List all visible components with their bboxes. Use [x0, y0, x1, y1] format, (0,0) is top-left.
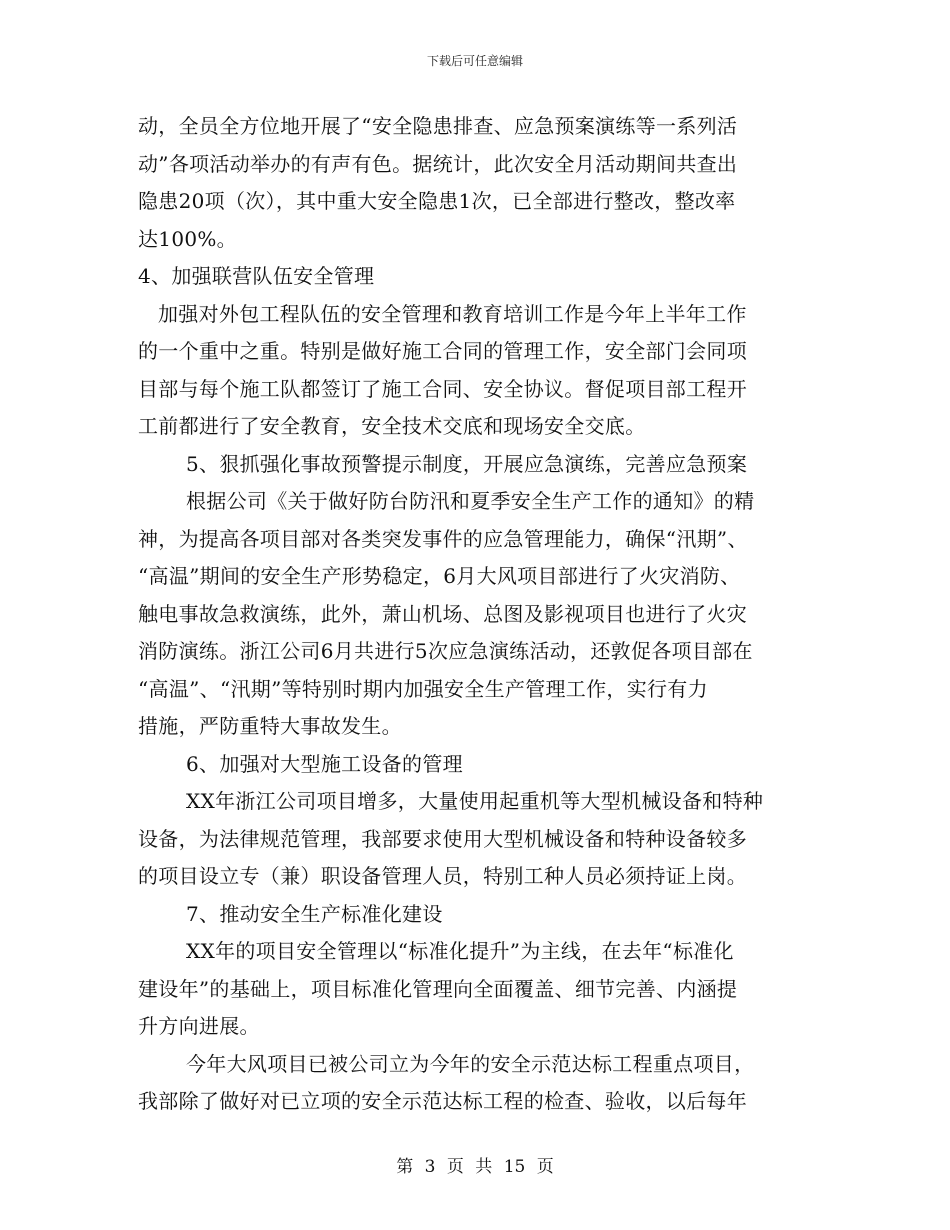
text-line: XX年浙江公司项目增多，大量使用起重机等大型机械设备和特种 [186, 789, 764, 813]
text-line: 今年大风项目已被公司立为今年的安全示范达标工程重点项目， [186, 1051, 755, 1076]
text-line: 我部除了做好对已立项的安全示范达标工程的检查、验收，以后每年 [138, 1089, 747, 1113]
text-line: 触电事故急救演练，此外，萧山机场、总图及影视项目也进行了火灾 [138, 601, 747, 626]
text-line: 加强对外包工程队伍的安全管理和教育培训工作是今年上半年工作 [158, 301, 747, 326]
text-line: 根据公司《关于做好防台防汛和夏季安全生产工作的通知》的精 [186, 489, 755, 513]
text-line: 达100%。 [138, 226, 237, 251]
text-line: 5、狠抓强化事故预警提示制度，开展应急演练，完善应急预案 [186, 451, 748, 476]
text-line: 4、加强联营队伍安全管理 [138, 264, 375, 288]
text-line: 消防演练。浙江公司6月共进行5次应急演练活动，还敦促各项目部在 [138, 639, 753, 663]
text-line: 目部与每个施工队都签订了施工合同、安全协议。督促项目部工程开 [138, 376, 747, 401]
text-line: 动”各项活动举办的有声有色。据统计，此次安全月活动期间共查出 [138, 151, 738, 176]
text-line: 6、加强对大型施工设备的管理 [186, 751, 463, 776]
text-line: XX年的项目安全管理以“标准化提升”为主线，在去年“标准化 [186, 939, 734, 963]
page-header: 下载后可任意编辑 [426, 54, 523, 68]
page-footer: 第 3 页 共 15 页 [396, 1157, 554, 1177]
text-line: “高温”期间的安全生产形势稳定，6月大风项目部进行了火灾消防、 [138, 564, 741, 588]
text-line: 工前都进行了安全教育，安全技术交底和现场安全交底。 [138, 414, 646, 438]
text-line: 建设年”的基础上，项目标准化管理向全面覆盖、细节完善、内涵提 [138, 976, 738, 1001]
text-line: 隐患20项（次），其中重大安全隐患1次，已全部进行整改，整改率 [138, 189, 736, 213]
text-line: 设备，为法律规范管理，我部要求使用大型机械设备和特种设备较多 [138, 826, 747, 851]
text-line: “高温”、“汛期”等特别时期内加强安全生产管理工作，实行有力 [138, 676, 708, 701]
text-line: 的一个重中之重。特别是做好施工合同的管理工作，安全部门会同项 [138, 339, 747, 363]
text-line: 7、推动安全生产标准化建设 [186, 901, 443, 926]
text-line: 神，为提高各项目部对各类突发事件的应急管理能力，确保“汛期”、 [138, 526, 748, 551]
text-line: 措施，严防重特大事故发生。 [138, 714, 402, 738]
text-line: 的项目设立专（兼）职设备管理人员，特别工种人员必须持证上岗。 [138, 864, 747, 888]
text-line: 升方向进展。 [138, 1014, 260, 1038]
document-body [138, 108, 818, 1121]
text-line: 动，全员全方位地开展了“安全隐患排查、应急预案演练等一系列活 [138, 114, 738, 138]
